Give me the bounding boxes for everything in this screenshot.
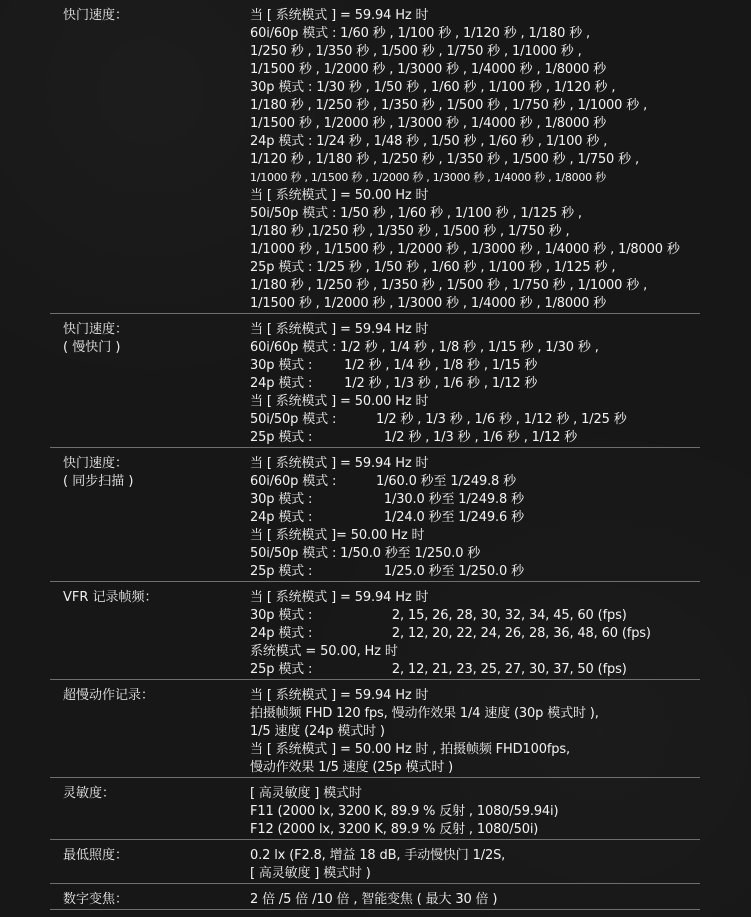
spec-value xyxy=(244,314,700,447)
spec-row xyxy=(50,680,700,778)
spec-label: 最低照度： xyxy=(63,848,129,863)
spec-row xyxy=(50,448,700,582)
spec-line: 当 [ 系统模式 ] = 50.00 Hz 时 xyxy=(250,188,429,203)
spec-label: 数字变焦： xyxy=(63,892,129,907)
spec-line: 25p 模式 : 2, 12, 21, 23, 25, 27, 30, 37, 50 (fps) xyxy=(250,662,627,677)
spec-value xyxy=(244,778,700,839)
spec-label: 灵敏度： xyxy=(63,786,116,801)
spec-value xyxy=(244,840,700,883)
spec-line: 60i/60p 模式 : 1/60 秒 , 1/100 秒 , 1/120 秒 , 1/180 秒 , xyxy=(250,26,591,41)
spec-line: 60i/60p 模式 : 1/60.0 秒至 1/249.8 秒 xyxy=(250,474,517,489)
specifications-table xyxy=(50,0,700,910)
spec-line: 系统模式 = 50.00, Hz 时 xyxy=(250,644,398,659)
spec-line: 当 [ 系统模式 ]= 50.00 Hz 时 xyxy=(250,528,425,543)
spec-line: F12 (2000 lx, 3200 K, 89.9 % 反射 , 1080/50i) xyxy=(250,822,539,837)
spec-line: 30p 模式 : 2, 15, 26, 28, 30, 32, 34, 45, 60 (fps) xyxy=(250,608,627,623)
spec-line: 慢动作效果 1/5 速度 (25p 模式时 ) xyxy=(250,760,454,775)
spec-line: 1/180 秒 , 1/250 秒 , 1/350 秒 , 1/500 秒 , 1/750 秒 , 1/1000 秒 , xyxy=(250,278,648,293)
spec-line: 2 倍 /5 倍 /10 倍 , 智能变焦 ( 最大 30 倍 ) xyxy=(250,892,498,907)
spec-line: 25p 模式 : 1/25 秒 , 1/50 秒 , 1/60 秒 , 1/100 秒 , 1/125 秒 , xyxy=(250,260,616,275)
spec-value xyxy=(244,0,700,313)
spec-value xyxy=(244,448,700,581)
spec-line: 1/1000 秒 , 1/1500 秒 , 1/2000 秒 , 1/3000 秒 , 1/4000 秒 , 1/8000 秒 xyxy=(250,171,606,184)
spec-value xyxy=(244,680,700,777)
spec-row xyxy=(50,0,700,314)
spec-line: 1/1500 秒 , 1/2000 秒 , 1/3000 秒 , 1/4000 秒 , 1/8000 秒 xyxy=(250,116,607,131)
spec-line: 24p 模式 : 1/2 秒 , 1/3 秒 , 1/6 秒 , 1/12 秒 xyxy=(250,376,538,391)
spec-line: 1/250 秒 , 1/350 秒 , 1/500 秒 , 1/750 秒 , 1/1000 秒 , xyxy=(250,44,582,59)
spec-line: 30p 模式 : 1/30.0 秒至 1/249.8 秒 xyxy=(250,492,524,507)
spec-line: 当 [ 系统模式 ] = 59.94 Hz 时 xyxy=(250,8,429,23)
spec-line: 1/1500 秒 , 1/2000 秒 , 1/3000 秒 , 1/4000 秒 , 1/8000 秒 xyxy=(250,62,607,77)
spec-value xyxy=(244,582,700,679)
spec-row xyxy=(50,314,700,448)
spec-line: [ 高灵敏度 ] 模式时 ) xyxy=(250,866,371,881)
spec-line: 当 [ 系统模式 ] = 59.94 Hz 时 xyxy=(250,688,429,703)
spec-label: VFR 记录帧频： xyxy=(63,590,158,605)
spec-line: 60i/60p 模式 : 1/2 秒 , 1/4 秒 , 1/8 秒 , 1/15 秒 , 1/30 秒 , xyxy=(250,340,599,355)
spec-row xyxy=(50,582,700,680)
spec-line: F11 (2000 lx, 3200 K, 89.9 % 反射 , 1080/59.94i) xyxy=(250,804,559,819)
spec-line: 50i/50p 模式 : 1/50.0 秒至 1/250.0 秒 xyxy=(250,546,481,561)
spec-line: 24p 模式 : 1/24.0 秒至 1/249.6 秒 xyxy=(250,510,524,525)
spec-row xyxy=(50,884,700,910)
spec-line: 拍摄帧频 FHD 120 fps, 慢动作效果 1/4 速度 (30p 模式时 ), xyxy=(250,706,599,721)
spec-line: 25p 模式 : 1/2 秒 , 1/3 秒 , 1/6 秒 , 1/12 秒 xyxy=(250,430,578,445)
spec-label: 快门速度： ( 慢快门 ) xyxy=(63,322,129,355)
spec-line: 50i/50p 模式 : 1/2 秒 , 1/3 秒 , 1/6 秒 , 1/12 秒 , 1/25 秒 xyxy=(250,412,627,427)
spec-line: 25p 模式 : 1/25.0 秒至 1/250.0 秒 xyxy=(250,564,524,579)
spec-label: 快门速度： ( 同步扫描 ) xyxy=(63,456,134,489)
spec-line: 1/1000 秒 , 1/1500 秒 , 1/2000 秒 , 1/3000 秒 , 1/4000 秒 , 1/8000 秒 xyxy=(250,242,680,257)
spec-line: [ 高灵敏度 ] 模式时 xyxy=(250,786,362,801)
spec-line: 当 [ 系统模式 ] = 50.00 Hz 时 xyxy=(250,394,429,409)
spec-line: 当 [ 系统模式 ] = 59.94 Hz 时 xyxy=(250,590,429,605)
spec-line: 1/180 秒 ,1/250 秒 , 1/350 秒 , 1/500 秒 , 1/750 秒 , xyxy=(250,224,570,239)
spec-label: 超慢动作记录： xyxy=(63,688,155,703)
spec-line: 30p 模式 : 1/2 秒 , 1/4 秒 , 1/8 秒 , 1/15 秒 xyxy=(250,358,538,373)
spec-line: 1/5 速度 (24p 模式时 ) xyxy=(250,724,385,739)
spec-line: 1/180 秒 , 1/250 秒 , 1/350 秒 , 1/500 秒 , 1/750 秒 , 1/1000 秒 , xyxy=(250,98,648,113)
spec-value xyxy=(244,884,700,909)
spec-line: 1/1500 秒 , 1/2000 秒 , 1/3000 秒 , 1/4000 秒 , 1/8000 秒 xyxy=(250,296,607,311)
spec-line: 0.2 lx (F2.8, 增益 18 dB, 手动慢快门 1/2S, xyxy=(250,848,506,863)
spec-label: 快门速度： xyxy=(63,8,129,23)
spec-line: 当 [ 系统模式 ] = 59.94 Hz 时 xyxy=(250,322,429,337)
spec-row xyxy=(50,840,700,884)
spec-line: 50i/50p 模式 : 1/50 秒 , 1/60 秒 , 1/100 秒 , 1/125 秒 , xyxy=(250,206,582,221)
spec-line: 当 [ 系统模式 ] = 59.94 Hz 时 xyxy=(250,456,429,471)
spec-row xyxy=(50,778,700,840)
spec-line: 当 [ 系统模式 ] = 50.00 Hz 时 , 拍摄帧频 FHD100fps, xyxy=(250,742,570,757)
spec-line: 1/120 秒 , 1/180 秒 , 1/250 秒 , 1/350 秒 , 1/500 秒 , 1/750 秒 , xyxy=(250,152,639,167)
spec-line: 24p 模式 : 2, 12, 20, 22, 24, 26, 28, 36, 48, 60 (fps) xyxy=(250,626,651,641)
spec-line: 24p 模式 : 1/24 秒 , 1/48 秒 , 1/50 秒 , 1/60 秒 , 1/100 秒 , xyxy=(250,134,608,149)
spec-line: 30p 模式 : 1/30 秒 , 1/50 秒 , 1/60 秒 , 1/100 秒 , 1/120 秒 , xyxy=(250,80,616,95)
